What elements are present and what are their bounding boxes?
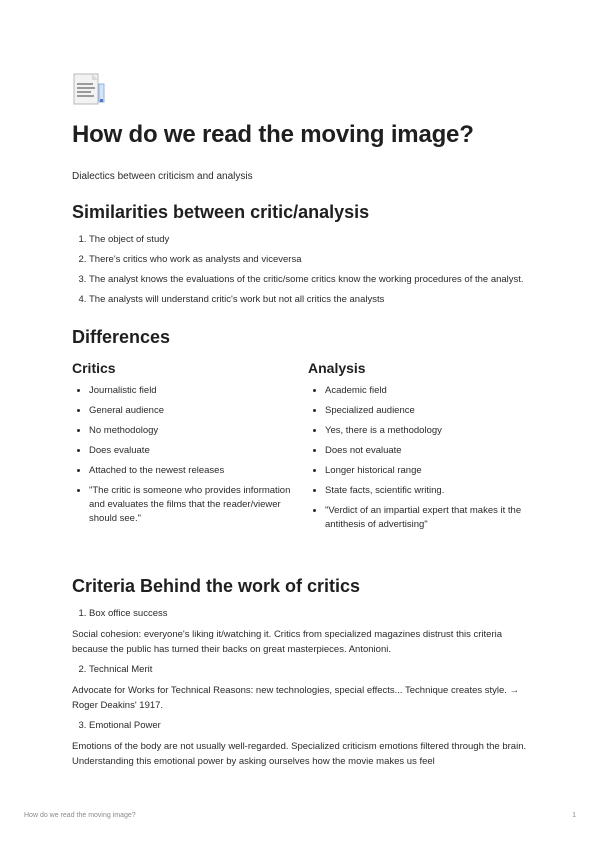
page-title: How do we read the moving image? [72,121,474,148]
criteria-item [72,719,532,733]
list-item: 4. The analysts will understand critic's work but not all critics the analysts [89,293,532,307]
critics-list [72,384,296,526]
differences-heading: Differences [72,327,171,347]
page-footer [24,812,576,819]
analysis-list [308,384,532,532]
list-item: • Journalistic field [89,384,296,398]
list-item: 1. The object of study [89,233,532,247]
differences-columns [72,360,532,538]
footer-title: How do we read the moving image? [24,812,136,819]
list-item: • Longer historical range [325,464,532,478]
criteria-item [72,663,532,677]
criteria-item [72,607,532,621]
list-item: • Attached to the newest releases [89,464,296,478]
list-item: • Does not evaluate [325,444,532,458]
criteria-title: 2. Technical Merit [89,663,532,677]
critics-column [72,360,296,538]
criteria-text: Social cohesion: everyone's liking it/watching it. Critics from specialized magazines distrust this criteria because the public has turned their backs on great masterpieces. Antonioni. [72,629,503,655]
list-item: • "The critic is someone who provides information and evaluates the films that the reader/viewer should see." [89,484,296,526]
criteria-text: Emotions of the body are not usually well-regarded. Specialized criticism emotions filtered through the brain. Understanding this emotional power by asking ourselves how the movie makes us feel [72,741,527,767]
similarities-list [72,233,532,307]
criteria-section [72,607,532,769]
criteria-heading: Criteria Behind the work of critics [72,576,361,596]
list-item: • No methodology [89,424,296,438]
document-page [72,72,532,775]
analysis-heading: Analysis [308,360,366,376]
analysis-column [308,360,532,538]
page-number: 1 [572,812,576,819]
page-subtitle: Dialectics between criticism and analysis [72,171,253,182]
list-item: • Yes, there is a methodology [325,424,532,438]
critics-heading: Critics [72,360,116,376]
similarities-heading: Similarities between critic/analysis [72,202,370,222]
list-item: 2. There's critics who work as analysts and viceversa [89,253,532,267]
list-item: • State facts, scientific writing. [325,484,532,498]
list-item: • Does evaluate [89,444,296,458]
list-item: • Academic field [325,384,532,398]
document-icon [72,72,106,108]
list-item: • General audience [89,404,296,418]
list-item: • "Verdict of an impartial expert that makes it the antithesis of advertising" [325,504,532,532]
list-item: • Specialized audience [325,404,532,418]
criteria-title: 3. Emotional Power [89,719,532,733]
list-item: 3. The analyst knows the evaluations of the critic/some critics know the working procedures of the analyst. [89,273,532,287]
criteria-title: 1. Box office success [89,607,532,621]
criteria-text: Advocate for Works for Technical Reasons: new technologies, special effects... Technique creates style. → Roger Deakins' 1917. [72,685,520,711]
